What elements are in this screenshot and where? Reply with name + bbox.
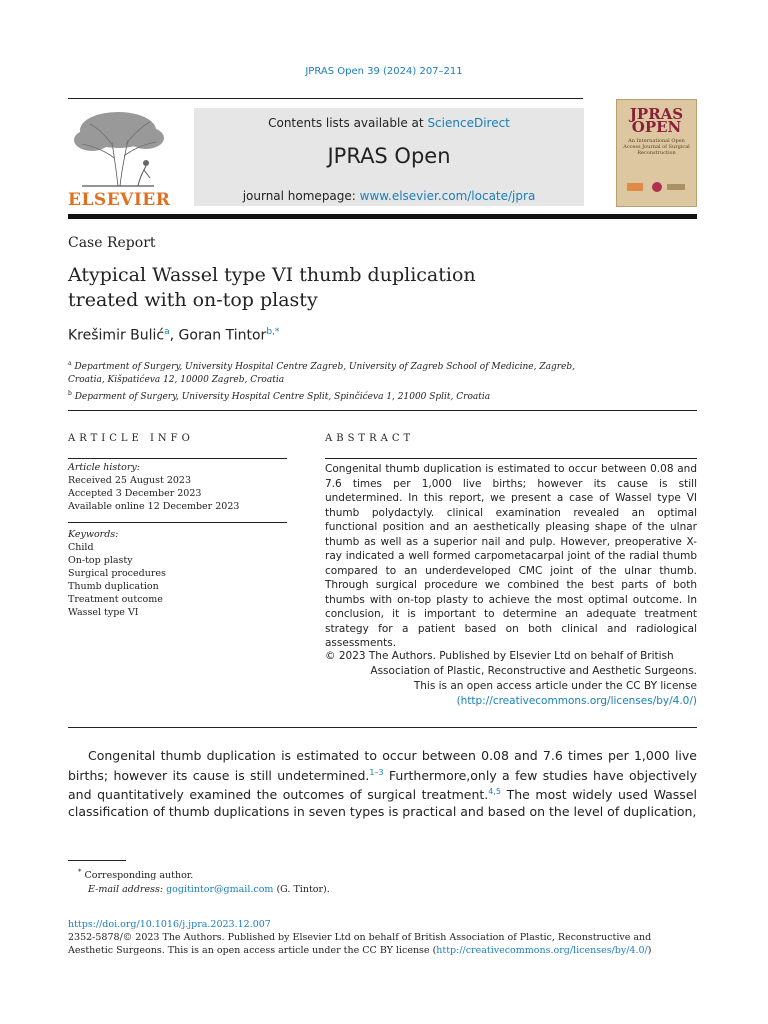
affiliation-b-line: Deparment of Surgery, University Hospital Centre Split, Spinčićeva 1, 21000 Split, Croatia [74, 392, 491, 402]
footer-license-link[interactable]: http://creativecommons.org/licenses/by/4.0/ [436, 945, 648, 956]
article-info-heading: ARTICLE INFO [68, 433, 194, 444]
keyword-item: Child [68, 542, 94, 553]
body-paragraph [68, 748, 697, 820]
section-rule [68, 410, 697, 411]
corresponding-label: Corresponding author. [84, 870, 194, 882]
body-rule [68, 727, 697, 728]
copyright-line2: Association of Plastic, Reconstructive and Aesthetic Surgeons. [370, 665, 697, 677]
article-title [68, 263, 588, 313]
homepage-prefix: journal homepage: [242, 189, 360, 203]
license-link[interactable]: (http://creativecommons.org/licenses/by/4.0/) [456, 695, 697, 707]
body-text-part1: Congenital thumb duplication is estimated to occur between 0.08 and 7.6 times per 1,000 live births; however its cause is still undetermined. [68, 748, 697, 783]
keywords-label: Keywords: [68, 529, 119, 540]
keywords-rule [68, 522, 287, 523]
abstract-copyright [325, 649, 697, 709]
email-suffix: (G. Tintor). [273, 884, 330, 896]
affiliation-b-marker: b [68, 390, 72, 397]
keywords [68, 528, 287, 619]
affiliation-a-marker: a [68, 360, 72, 367]
affiliation-a-line1: Department of Surgery, University Hospital Centre Zagreb, University of Zagreb School of Medicine, Zagreb, [74, 362, 575, 372]
keyword-item: Wassel type VI [68, 607, 139, 618]
keyword-item: On-top plasty [68, 555, 133, 566]
citation-1-3[interactable]: 1–3 [369, 767, 384, 777]
keyword-item: Thumb duplication [68, 581, 159, 592]
footnote [68, 865, 697, 897]
cover-title [617, 105, 696, 136]
copyright-line1: © 2023 The Authors. Published by Elsevier Ltd on behalf of British [325, 650, 674, 662]
journal-cover[interactable] [616, 99, 697, 207]
article-info-rule [68, 458, 287, 459]
email-note [68, 883, 697, 897]
author-1-affiliation[interactable]: a [164, 327, 170, 337]
body-text-part2: Furthermore,only a few studies have objectively and quantitatively examined the outcomes of surgical treatment. [68, 767, 697, 803]
cover-subtitle: An International Open Access Journal of Surgical Reconstruction [623, 138, 690, 156]
email-label: E-mail address: [88, 884, 164, 896]
received-date: Received 25 August 2023 [68, 475, 192, 486]
affiliations [68, 357, 628, 404]
abstract-rule [325, 458, 697, 459]
title-line-2: treated with on-top plasty [68, 289, 318, 311]
journal-reference[interactable]: JPRAS Open 39 (2024) 207–211 [305, 66, 463, 77]
abstract-heading: ABSTRACT [325, 433, 415, 444]
available-date: Available online 12 December 2023 [68, 501, 240, 512]
title-line-1: Atypical Wassel type VI thumb duplication [68, 264, 476, 286]
author-2: Goran Tintor [178, 327, 267, 344]
contents-line [194, 116, 584, 130]
citation-4-5[interactable]: 4,5 [488, 787, 502, 797]
contents-prefix: Contents lists available at [268, 116, 428, 130]
author-2-affiliation[interactable]: b,* [266, 327, 280, 337]
accepted-date: Accepted 3 December 2023 [68, 488, 202, 499]
journal-banner [194, 108, 584, 206]
doi-link[interactable]: https://doi.org/10.1016/j.jpra.2023.12.007 [68, 919, 271, 930]
keyword-item: Surgical procedures [68, 568, 166, 579]
author-list [68, 327, 279, 344]
article-history [68, 461, 287, 513]
cover-title-line1: JPRAS [629, 105, 684, 123]
copyright-line3: This is an open access article under the CC BY license [413, 680, 697, 692]
header-rule [68, 98, 583, 99]
doi-block [68, 918, 697, 957]
homepage-line [194, 189, 584, 203]
elsevier-wordmark[interactable]: ELSEVIER [68, 190, 171, 210]
footnote-star: * [78, 868, 82, 876]
issn-copyright: 2352-5878/© 2023 The Authors. Published by Elsevier Ltd on behalf of British Association of Plastic, Reconstructive and [68, 932, 652, 943]
abstract-text: Congenital thumb duplication is estimated to occur between 0.08 and 7.6 times per 1,000 live births; however its cause is still undetermined. In this report, we present a case of Wassel type VI thumb polydactyly. clinical examination revealed an optimal functional position and an aesthetically pleasing shape of the ulnar thumb as well as a superior nail and pulp. However, preoperative X-ray indicated a well formed carpometacarpal joint of the radial thumb compared to an underdeveloped CMC joint of the ulnar thumb. Through surgical procedure we combined the best parts of both thumbs with on-top plasty to achieve the most optimal outcome. In conclusion, it is important to determine an adequate treatment strategy for a patient based on both clinical and radiological assessments. [325, 463, 697, 649]
keyword-item: Treatment outcome [68, 594, 163, 605]
homepage-link[interactable]: www.elsevier.com/locate/jpra [359, 189, 536, 203]
footnote-rule [68, 860, 126, 861]
sciencedirect-link[interactable]: ScienceDirect [427, 116, 510, 130]
email-link[interactable]: gogitintor@gmail.com [166, 884, 274, 896]
journal-title: JPRAS Open [327, 144, 451, 168]
license-line-suffix: ) [647, 945, 652, 956]
article-type: Case Report [68, 235, 156, 251]
corresponding-author-note [68, 865, 697, 883]
license-line-prefix: Aesthetic Surgeons. This is an open access article under the CC BY license ( [68, 945, 437, 956]
author-1: Krešimir Bulić [68, 327, 165, 344]
history-label: Article history: [68, 462, 140, 473]
affiliation-a-line2: Croatia, Kišpatićeva 12, 10000 Zagreb, Croatia [68, 375, 285, 385]
header-thick-rule [68, 214, 697, 219]
affiliation-b [68, 387, 628, 404]
cover-title-line2: OPEN [631, 118, 682, 136]
cover-society-logos-icon [625, 180, 689, 194]
license-line [68, 944, 697, 957]
body-text-part3: The most widely used Wassel classification of thumb duplications in seven types is practical and based on the level of duplication, [68, 787, 697, 819]
affiliation-a [68, 357, 628, 374]
author-separator: , [169, 327, 179, 344]
